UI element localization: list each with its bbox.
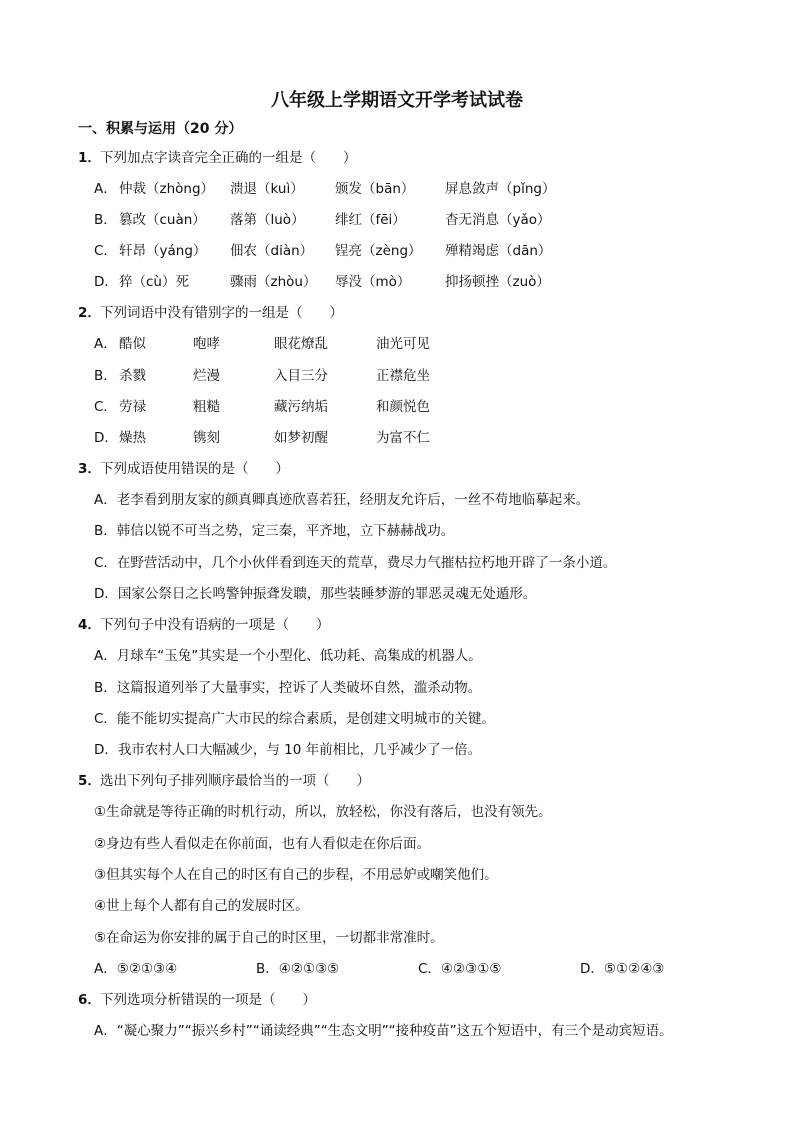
question-text: 下列词语中没有错别字的一组是（ ） [100, 305, 343, 321]
option-item: 眼花燎乱 [274, 336, 328, 352]
section-heading: 一、积累与运用（20 分） [78, 121, 243, 137]
sentence-line: ③但其实每个人在自己的时区有自己的步程，不用忌妒或嘲笑他们。 [94, 867, 498, 883]
option-item: 落第（luò） [230, 212, 305, 228]
question-text: 下列句子中没有语病的一项是（ ） [100, 617, 330, 633]
option-item: 殚精竭虑（dān） [445, 243, 552, 259]
question-5-stem [78, 769, 370, 789]
option-item: 篡改（cuàn） [119, 212, 206, 228]
question-text: 选出下列句子排列顺序最恰当的一项（ ） [100, 773, 370, 789]
answer-option-a: A．⑤②①③④ [94, 961, 178, 977]
option-label: C． [94, 399, 117, 415]
sentence-line: ④世上每个人都有自己的发展时区。 [94, 898, 309, 914]
option-item: 藏污纳垢 [274, 399, 328, 415]
option-item: 杳无消息（yǎo） [445, 212, 551, 228]
option-item: 溃退（kuì） [230, 181, 304, 197]
option-item: 劳禄 [119, 399, 146, 415]
option-line: A．“凝心聚力”“振兴乡村”“诵读经典”“生态文明”“接种疫苗”这五个短语中，有三个是动宾短语。 [94, 1023, 673, 1039]
sentence-line: ②身边有些人看似走在你前面，也有人看似走在你后面。 [94, 836, 431, 852]
option-item: 杀戮 [119, 368, 146, 384]
answer-option-d: D．⑤①②④③ [580, 961, 665, 977]
question-4-stem [78, 613, 330, 633]
option-line: B．韩信以锐不可当之势，定三秦，平齐地，立下赫赫战功。 [94, 523, 455, 539]
question-text: 下列加点字读音完全正确的一组是（ ） [100, 150, 357, 166]
option-item: 镌刻 [193, 430, 220, 446]
option-item: 仲裁（zhòng） [119, 181, 215, 197]
option-item: 粗糙 [193, 399, 220, 415]
page-title: 八年级上学期语文开学考试试卷 [271, 90, 523, 111]
question-text: 下列选项分析错误的一项是（ ） [100, 992, 316, 1008]
question-6-stem [78, 988, 316, 1008]
option-line: D．我市农村人口大幅减少，与 10 年前相比，几乎减少了一倍。 [94, 742, 482, 758]
question-1-stem [78, 146, 357, 166]
question-2-stem [78, 301, 343, 321]
option-item: 猝（cù）死 [119, 274, 189, 290]
question-number: 4． [78, 617, 101, 633]
option-line: B．这篇报道列举了大量事实，控诉了人类破坏自然，滥杀动物。 [94, 680, 482, 696]
option-item: 抑扬顿挫（zuò） [445, 274, 550, 290]
option-item: 咆哮 [193, 336, 220, 352]
answer-option-b: B．④②①③⑤ [256, 961, 340, 977]
question-number: 5． [78, 773, 101, 789]
option-label: A． [94, 336, 117, 352]
option-item: 辱没（mò） [335, 274, 411, 290]
question-number: 6． [78, 992, 101, 1008]
option-line: A．月球车“玉兔”其实是一个小型化、低功耗、高集成的机器人。 [94, 648, 482, 664]
option-item: 为富不仁 [376, 430, 430, 446]
option-item: 佃农（diàn） [230, 243, 314, 259]
option-item: 锃亮（zèng） [335, 243, 422, 259]
option-line: C．在野营活动中，几个小伙伴看到连天的荒草，费尽力气摧枯拉朽地开辟了一条小道。 [94, 555, 617, 571]
option-item: 屏息敛声（pǐng） [445, 181, 556, 197]
option-item: 如梦初醒 [274, 430, 328, 446]
option-label: B． [94, 212, 117, 228]
option-label: D． [94, 430, 118, 446]
option-line: C．能不能切实提高广大市民的综合素质，是创建文明城市的关键。 [94, 711, 495, 727]
answer-option-c: C．④②③①⑤ [418, 961, 502, 977]
option-item: 油光可见 [376, 336, 430, 352]
option-label: B． [94, 368, 117, 384]
option-label: C． [94, 243, 117, 259]
option-line: A．老李看到朋友家的颜真卿真迹欣喜若狂，经朋友允许后，一丝不苟地临摹起来。 [94, 492, 590, 508]
question-number: 1． [78, 150, 101, 166]
question-number: 3． [78, 461, 101, 477]
option-item: 骤雨（zhòu） [230, 274, 317, 290]
option-item: 和颜悦色 [376, 399, 430, 415]
option-item: 入目三分 [274, 368, 328, 384]
question-number: 2． [78, 305, 101, 321]
option-item: 颁发（bān） [335, 181, 415, 197]
question-text: 下列成语使用错误的是（ ） [100, 461, 289, 477]
option-item: 绯红（fēi） [335, 212, 406, 228]
option-label: A． [94, 181, 117, 197]
option-item: 轩昂（yáng） [119, 243, 207, 259]
option-item: 正襟危坐 [376, 368, 430, 384]
option-line: D．国家公祭日之长鸣警钟振聋发聩，那些装睡梦游的罪恶灵魂无处遁形。 [94, 586, 537, 602]
question-3-stem [78, 457, 289, 477]
sentence-line: ①生命就是等待正确的时机行动，所以，放轻松，你没有落后，也没有领先。 [94, 804, 552, 820]
option-label: D． [94, 274, 118, 290]
option-item: 烂漫 [193, 368, 220, 384]
option-item: 燥热 [119, 430, 146, 446]
option-item: 酷似 [119, 336, 146, 352]
sentence-line: ⑤在命运为你安排的属于自己的时区里，一切都非常准时。 [94, 930, 444, 946]
